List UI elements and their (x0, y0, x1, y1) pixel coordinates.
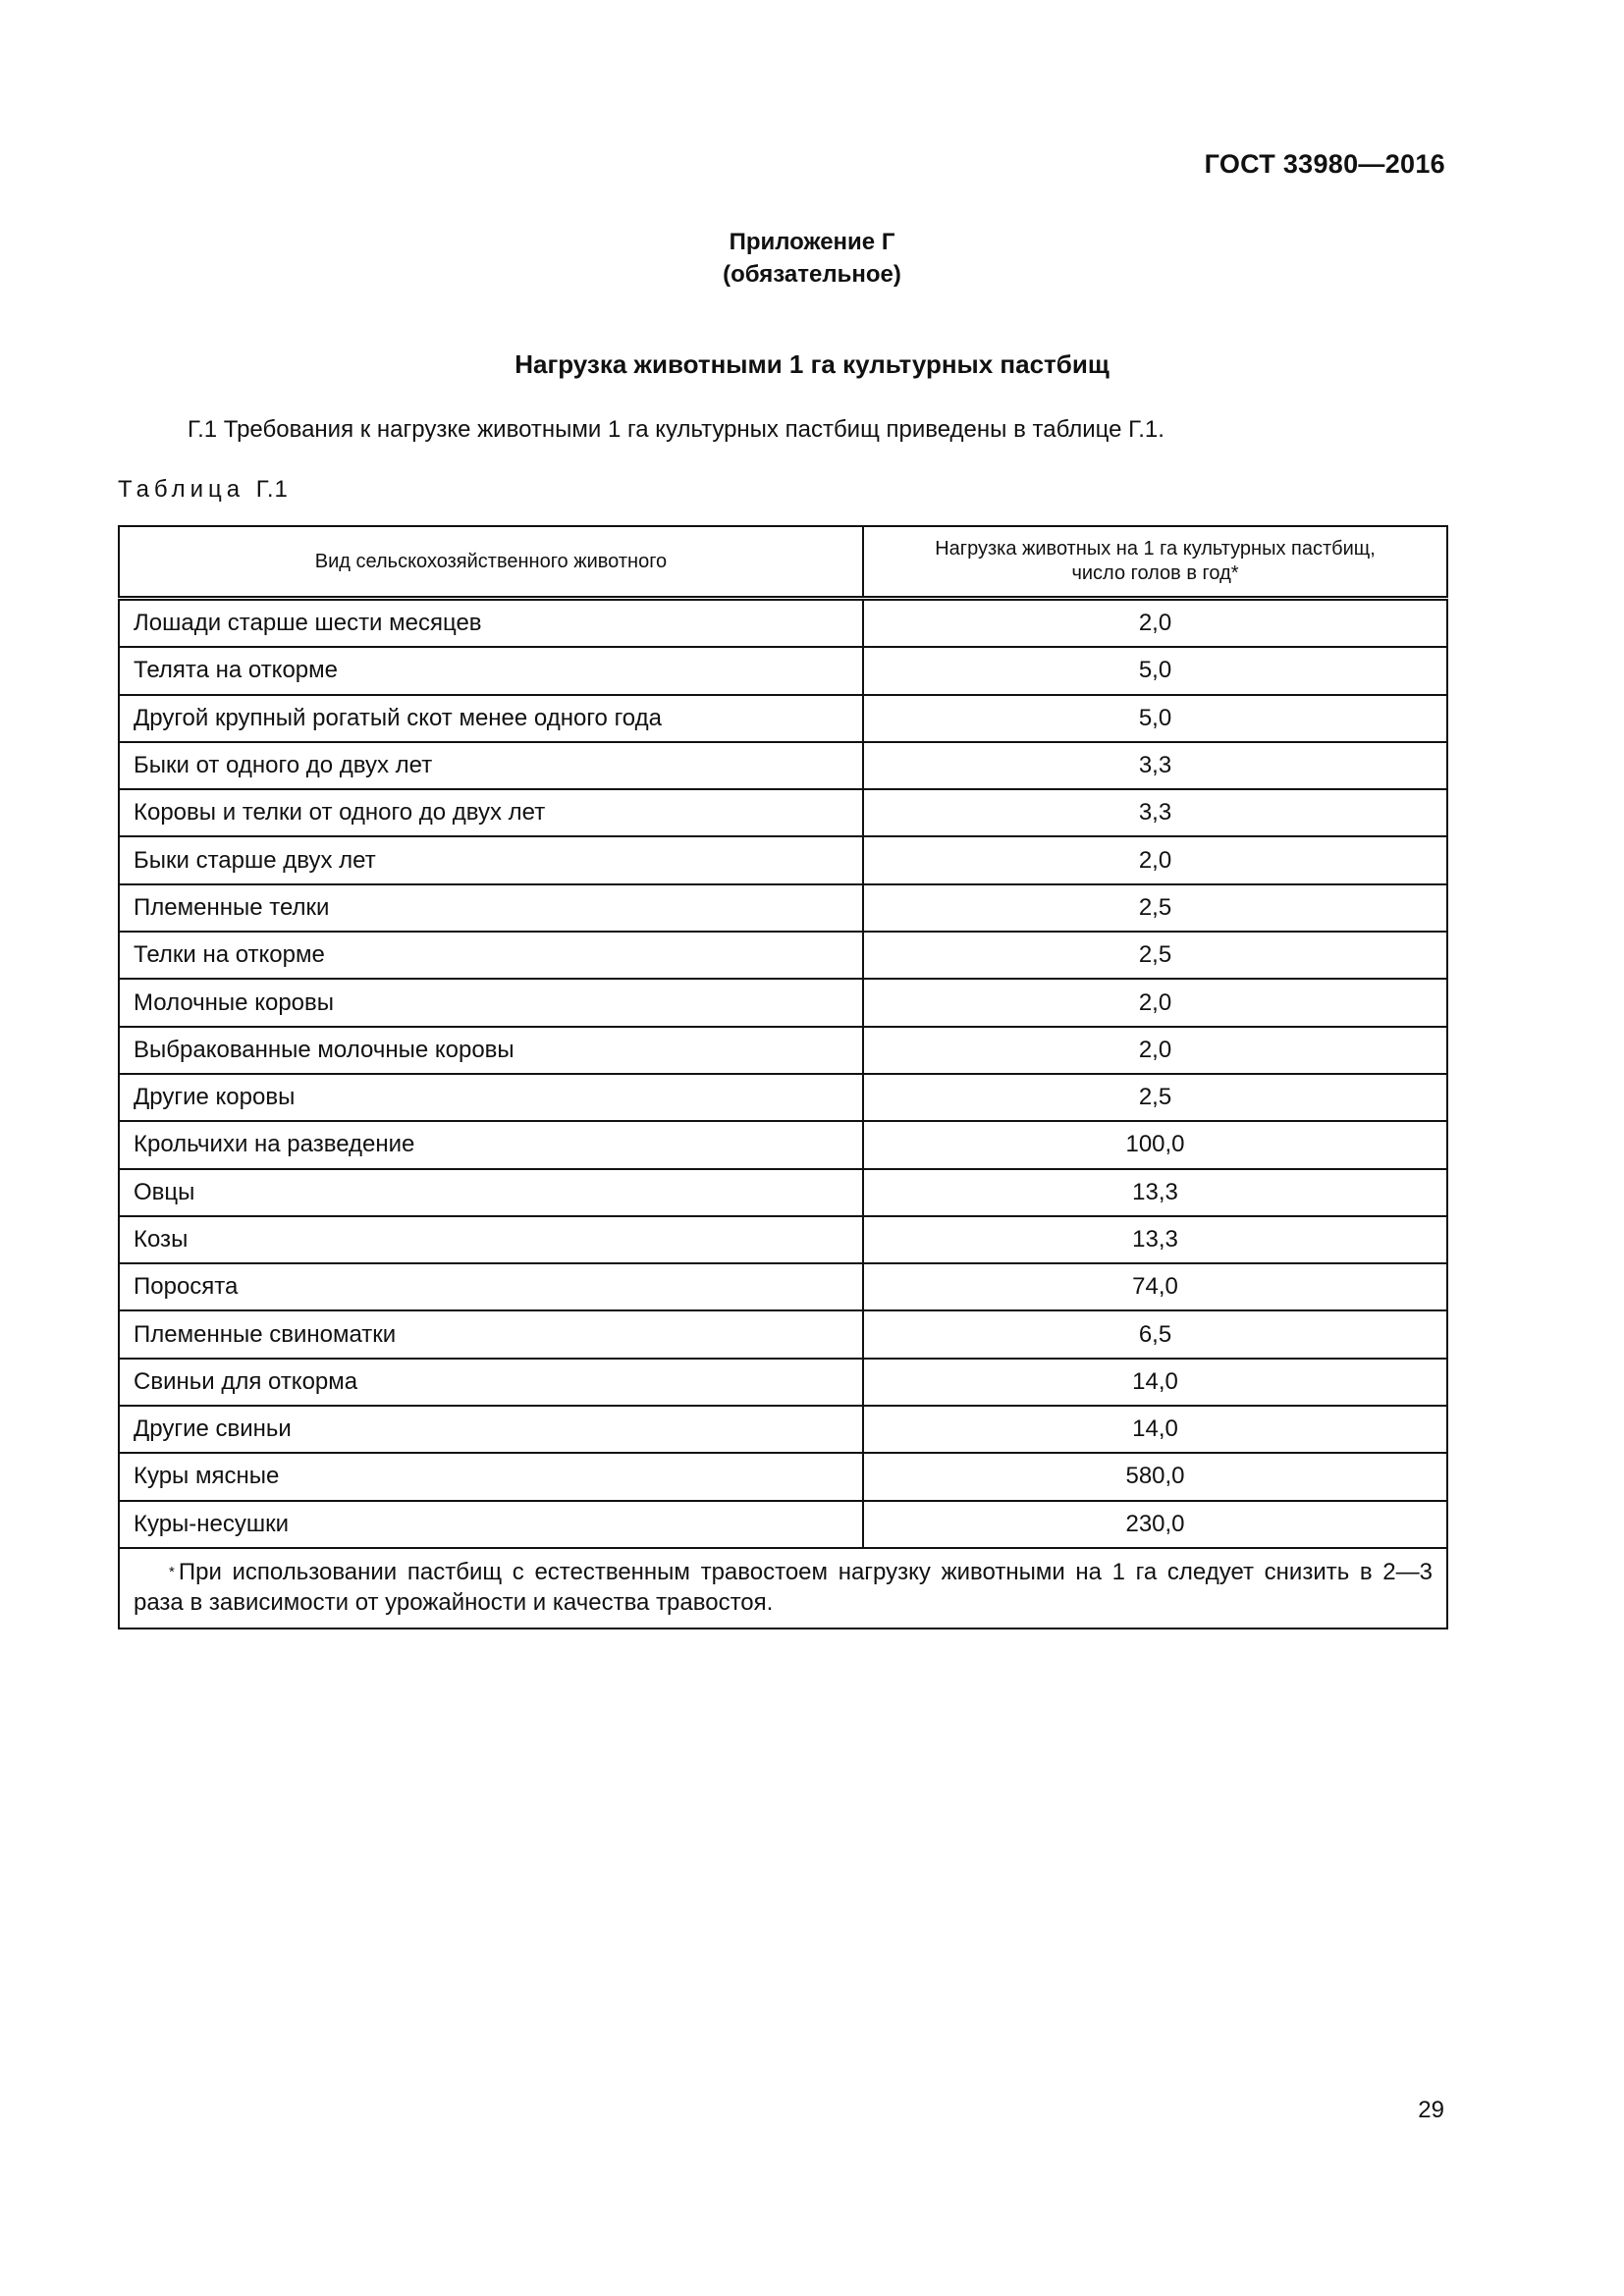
load-value-cell: 13,3 (863, 1216, 1447, 1263)
table-footnote-row (119, 1548, 1447, 1629)
load-value-cell: 580,0 (863, 1453, 1447, 1500)
load-value-cell: 3,3 (863, 789, 1447, 836)
load-value-cell: 2,0 (863, 979, 1447, 1026)
table-row (119, 979, 1447, 1026)
header-load (863, 526, 1447, 599)
footnote-mark: * (169, 1563, 175, 1580)
table-row (119, 836, 1447, 883)
animal-type-cell: Лошади старше шести месяцев (119, 599, 863, 648)
animal-type-cell: Другие коровы (119, 1074, 863, 1121)
header-load-line1: Нагрузка животных на 1 га культурных пастбищ, (935, 538, 1376, 560)
load-value-cell: 2,5 (863, 932, 1447, 979)
load-value-cell: 2,5 (863, 1074, 1447, 1121)
animal-type-cell: Куры-несушки (119, 1501, 863, 1548)
table-row (119, 647, 1447, 694)
header-load-line2: число голов в год* (1071, 562, 1239, 584)
table-row (119, 884, 1447, 932)
table-row (119, 1121, 1447, 1168)
appendix-status: (обязательное) (723, 261, 901, 288)
animal-type-cell: Племенные свиноматки (119, 1310, 863, 1358)
load-value-cell: 14,0 (863, 1359, 1447, 1406)
load-value-cell: 230,0 (863, 1501, 1447, 1548)
animal-type-cell: Быки старше двух лет (119, 836, 863, 883)
load-value-cell: 2,5 (863, 884, 1447, 932)
table-header-row (119, 526, 1447, 599)
table-row (119, 1359, 1447, 1406)
load-value-cell: 14,0 (863, 1406, 1447, 1453)
table-caption-word: Таблица (118, 476, 245, 503)
appendix-title: Приложение Г (729, 229, 895, 255)
table-row (119, 695, 1447, 742)
load-value-cell: 2,0 (863, 836, 1447, 883)
table-row (119, 1027, 1447, 1074)
table-caption (118, 476, 289, 504)
table-body (119, 599, 1447, 1548)
load-value-cell: 5,0 (863, 695, 1447, 742)
animal-type-cell: Племенные телки (119, 884, 863, 932)
footnote-text: При использовании пастбищ с естественным травостоем нагрузку животными на 1 га следует снизить в 2—3 раза в зависимости от урожайности и качества травостоя. (134, 1558, 1433, 1616)
document-code: ГОСТ 33980—2016 (1204, 149, 1445, 179)
animal-type-cell: Крольчихи на разведение (119, 1121, 863, 1168)
table-row (119, 1453, 1447, 1500)
header-animal-type: Вид сельскохозяйственного животного (119, 526, 863, 599)
page-number: 29 (1418, 2097, 1444, 2123)
animal-type-cell: Козы (119, 1216, 863, 1263)
load-value-cell: 74,0 (863, 1263, 1447, 1310)
animal-type-cell: Куры мясные (119, 1453, 863, 1500)
table-row (119, 789, 1447, 836)
animal-type-cell: Другие свиньи (119, 1406, 863, 1453)
table-row (119, 1074, 1447, 1121)
load-value-cell: 2,0 (863, 599, 1447, 648)
animal-type-cell: Телки на откорме (119, 932, 863, 979)
table-row (119, 1501, 1447, 1548)
animal-type-cell: Коровы и телки от одного до двух лет (119, 789, 863, 836)
table-row (119, 1406, 1447, 1453)
table-row (119, 1169, 1447, 1216)
table-row (119, 599, 1447, 648)
table-caption-number: Г.1 (255, 476, 289, 503)
table-row (119, 932, 1447, 979)
load-value-cell: 6,5 (863, 1310, 1447, 1358)
load-value-cell: 3,3 (863, 742, 1447, 789)
animal-type-cell: Поросята (119, 1263, 863, 1310)
animal-type-cell: Телята на откорме (119, 647, 863, 694)
table-row (119, 742, 1447, 789)
table-row (119, 1310, 1447, 1358)
table-footnote (119, 1548, 1447, 1629)
table-row (119, 1216, 1447, 1263)
appendix-heading (0, 226, 1624, 291)
animal-type-cell: Быки от одного до двух лет (119, 742, 863, 789)
load-value-cell: 13,3 (863, 1169, 1447, 1216)
animal-type-cell: Выбракованные молочные коровы (119, 1027, 863, 1074)
load-value-cell: 100,0 (863, 1121, 1447, 1168)
animal-type-cell: Овцы (119, 1169, 863, 1216)
section-title: Нагрузка животными 1 га культурных пастбищ (514, 349, 1110, 379)
load-value-cell: 2,0 (863, 1027, 1447, 1074)
pasture-load-table (118, 525, 1448, 1629)
intro-paragraph: Г.1 Требования к нагрузке животными 1 га культурных пастбищ приведены в таблице Г.1. (188, 416, 1164, 443)
load-value-cell: 5,0 (863, 647, 1447, 694)
table-row (119, 1263, 1447, 1310)
animal-type-cell: Свиньи для откорма (119, 1359, 863, 1406)
animal-type-cell: Молочные коровы (119, 979, 863, 1026)
animal-type-cell: Другой крупный рогатый скот менее одного года (119, 695, 863, 742)
